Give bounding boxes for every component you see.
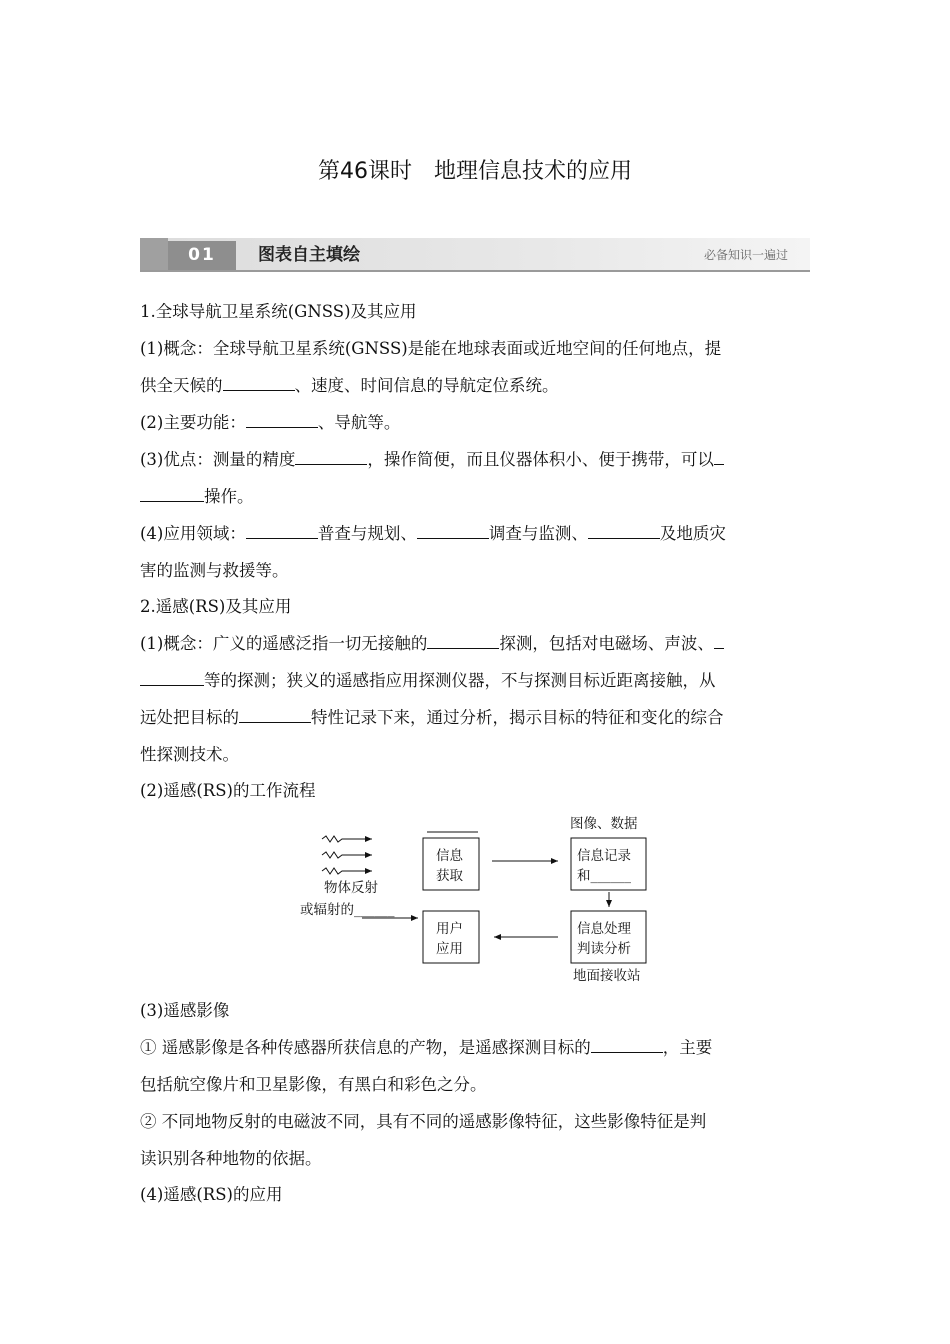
gnss-advantage-line2: 操作。: [140, 485, 810, 509]
fill-blank[interactable]: [223, 376, 295, 391]
page-title: 第46课时 地理信息技术的应用: [318, 159, 632, 184]
fill-blank[interactable]: [239, 708, 311, 723]
fill-blank[interactable]: [295, 450, 367, 465]
label-object-reflect: 物体反射: [324, 880, 378, 896]
fill-blank[interactable]: [588, 524, 660, 539]
section-title: 图表自主填绘: [258, 245, 360, 265]
rs-concept-line4: 性探测技术。: [140, 745, 239, 764]
gnss-heading: 1.全球导航卫星系统(GNSS)及其应用: [140, 302, 417, 321]
rs-workflow-diagram: [280, 808, 680, 994]
radiation-waves: [322, 836, 372, 874]
svg-text:信息: 信息: [436, 848, 463, 864]
fill-blank[interactable]: [246, 413, 318, 428]
svg-text:和______: 和______: [577, 868, 631, 884]
label-object-radiate: 或辐射的______: [300, 902, 395, 918]
section-banner: [140, 238, 810, 272]
section-number: 01: [168, 241, 236, 270]
rs-heading: 2.遥感(RS)及其应用: [140, 597, 292, 616]
rs-image-line1: ① 遥感影像是各种传感器所获信息的产物，是遥感探测目标的 ，主要: [140, 1038, 713, 1057]
gnss-function: (2)主要功能： 、导航等。: [140, 413, 401, 432]
gnss-application-line2: 害的监测与救援等。: [140, 561, 289, 580]
label-ground-station: 地面接收站: [573, 968, 641, 984]
label-image-data: 图像、数据: [570, 816, 638, 832]
svg-text:信息处理: 信息处理: [577, 921, 631, 937]
fill-blank[interactable]: [591, 1038, 663, 1053]
rs-concept-line1: (1)概念：广义的遥感泛指一切无接触的 探测，包括对电磁场、声波、: [140, 632, 810, 656]
fill-blank[interactable]: [417, 524, 489, 539]
banner-accent: [140, 238, 168, 270]
rs-workflow-heading: (2)遥感(RS)的工作流程: [140, 781, 316, 800]
fill-blank[interactable]: [246, 524, 318, 539]
section-hint: 必备知识一遍过: [703, 248, 788, 262]
rs-application-heading: (4)遥感(RS)的应用: [140, 1185, 283, 1204]
rs-concept-line3: 远处把目标的 特性记录下来，通过分析，揭示目标的特征和变化的综合: [140, 708, 724, 727]
svg-text:用户: 用户: [436, 921, 463, 937]
rs-image-line3: ② 不同地物反射的电磁波不同，具有不同的遥感影像特征，这些影像特征是判: [140, 1112, 707, 1131]
rs-concept-line2: 等的探测；狭义的遥感指应用探测仪器，不与探测目标近距离接触，从: [140, 669, 810, 693]
svg-text:信息记录: 信息记录: [577, 848, 631, 864]
gnss-concept-line1: (1)概念：全球导航卫星系统(GNSS)是能在地球表面或近地空间的任何地点，提: [140, 339, 722, 358]
rs-image-line2: 包括航空像片和卫星影像，有黑白和彩色之分。: [140, 1075, 487, 1094]
fill-blank[interactable]: [140, 671, 204, 686]
gnss-application-line1: (4)应用领域： 普查与规划、 调查与监测、 及地质灾: [140, 524, 726, 543]
rs-image-line4: 读识别各种地物的依据。: [140, 1149, 322, 1168]
fill-blank[interactable]: [714, 450, 724, 465]
gnss-advantage-line1: (3)优点：测量的精度 ，操作简便，而且仪器体积小、便于携带，可以: [140, 448, 810, 472]
svg-text:应用: 应用: [436, 941, 463, 957]
fill-blank[interactable]: [140, 487, 204, 502]
svg-text:获取: 获取: [436, 868, 463, 884]
svg-text:判读分析: 判读分析: [577, 941, 631, 957]
gnss-concept-line2: 供全天候的 、速度、时间信息的导航定位系统。: [140, 376, 559, 395]
fill-blank[interactable]: [714, 634, 724, 649]
fill-blank[interactable]: [427, 634, 499, 649]
rs-image-heading: (3)遥感影像: [140, 1001, 230, 1020]
